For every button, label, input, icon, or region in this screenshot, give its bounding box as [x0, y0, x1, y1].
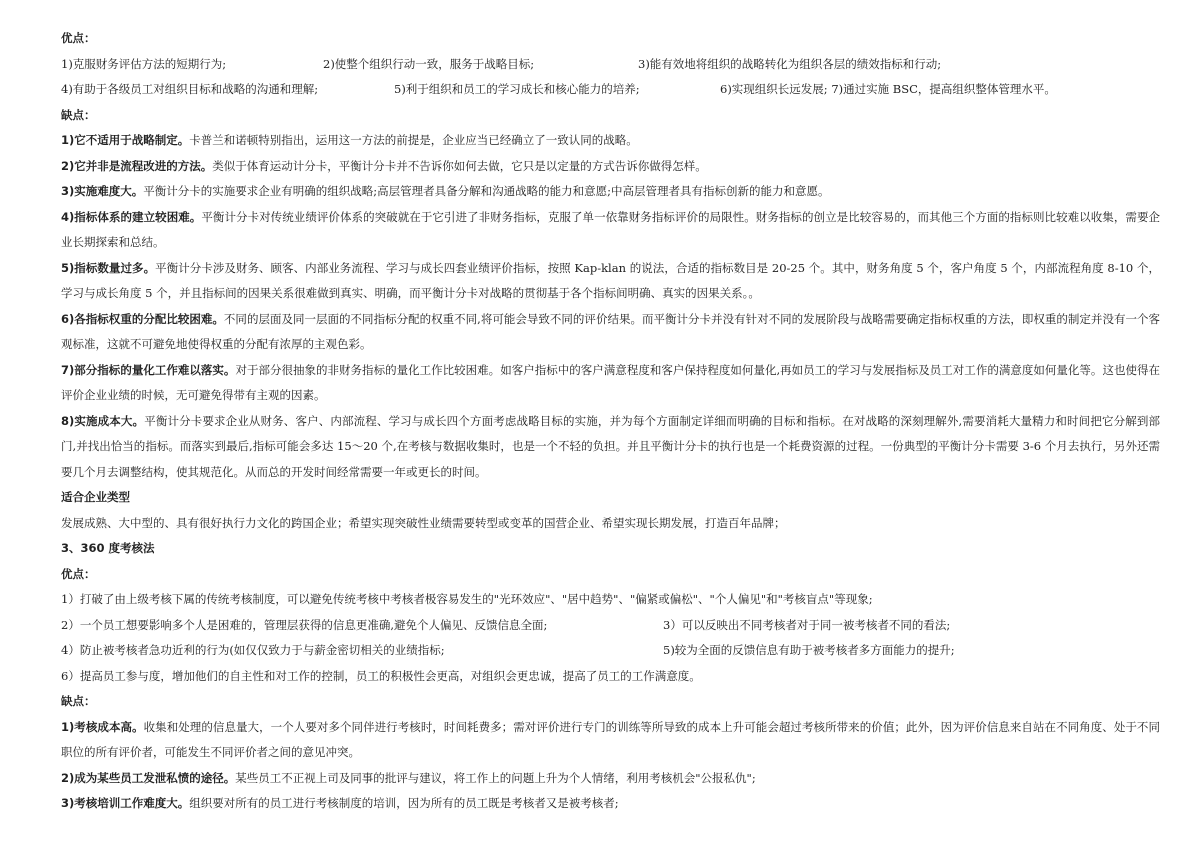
s360-pros-row-3	[61, 638, 1160, 664]
bsc-pro-4: 4)有助于各级员工对组织目标和战略的沟通和理解;	[61, 82, 319, 96]
bsc-cons-heading: 缺点：	[61, 107, 96, 122]
bsc-con-7-text: 对于部分很抽象的非财务指标的量化工作比较困难。如客户指标中的客户满意程度和客户保持程度如何量化,再如员工的学习与发展指标及员工对工作的满意度如何量化等。这也使得在评价企业业绩的时候，无可避免得带有主观的因素。	[61, 362, 1160, 402]
section-360-heading: 3、360 度考核法	[61, 541, 155, 555]
bsc-pro-2: 2)使整个组织行动一致，服务于战略目标;	[323, 56, 535, 71]
s360-pro-2: 2）一个员工想要影响多个人是困难的，管理层获得的信息更准确,避免个人偏见、反馈信息全面;	[61, 617, 548, 632]
bsc-con-3-text: 平衡计分卡的实施要求企业有明确的组织战略;高层管理者具备分解和沟通战略的能力和意愿;中高层管理者具有指标创新的能力和意愿。	[143, 184, 830, 198]
bsc-con-2-text: 类似于体育运动计分卡，平衡计分卡并不告诉你如何去做，它只是以定量的方式告诉你做得怎样。	[212, 158, 707, 173]
s360-con-1	[61, 715, 1160, 766]
bsc-pros-heading: 优点：	[61, 31, 96, 45]
bsc-con-4	[61, 205, 1160, 256]
bsc-pro-5: 5)利于组织和员工的学习成长和核心能力的培养;	[394, 82, 640, 96]
bsc-con-6-text: 不同的层面及同一层面的不同指标分配的权重不同,将可能会导致不同的评价结果。而平衡计分卡并没有针对不同的发展阶段与战略需要确定指标权重的方法，即权重的制定并没有一个客观标准，这就不可避免地使得权重的分配有浓厚的主观色彩。	[61, 311, 1160, 351]
bsc-con-3	[61, 179, 1160, 205]
bsc-con-8-text: 平衡计分卡要求企业从财务、客户、内部流程、学习与成长四个方面考虑战略目标的实施，并为每个方面制定详细而明确的目标和指标。在对战略的深刻理解外,需要消耗大量精力和时间把它分解到部门,并找出恰当的指标。而落实到最后,指标可能会多达 15～20 个,在考核与数据收集时，也是一个不轻的负担。并且平衡计分卡的执行也是一个耗费资源的过程。一份典型的平衡计分卡需要 3-6 个月去执行，另外还需要几个月去调整结构，使其规范化。从而总的开发时间经常需要一年或更长的时间。	[61, 413, 1160, 479]
s360-pros-row-2	[61, 613, 1160, 639]
fit-text: 发展成熟、大中型的、具有很好执行力文化的跨国企业；希望实现突破性业绩需要转型或变革的国营企业、希望实现长期发展，打造百年品牌；	[61, 515, 786, 530]
bsc-pro-6-7: 6)实现组织长远发展; 7)通过实施 BSC，提高组织整体管理水平。	[720, 82, 1056, 96]
s360-con-1-text: 收集和处理的信息量大，一个人要对多个同伴进行考核时，时间耗费多；需对评价进行专门的训练等所导致的成本上升可能会超过考核所带来的价值；此外，因为评价信息来自站在不同角度、处于不同职位的所有评价者，可能发生不同评价者之间的意见冲突。	[61, 719, 1160, 759]
s360-pro-5: 5)较为全面的反馈信息有助于被考核者多方面能力的提升;	[663, 643, 955, 657]
s360-pro-3: 3）可以反映出不同考核者对于同一被考核者不同的看法;	[663, 617, 951, 632]
s360-con-2-title: 2)成为某些员工发泄私愤的途径。	[61, 770, 236, 785]
bsc-con-6	[61, 307, 1160, 358]
bsc-pros-row-2	[61, 77, 1160, 103]
bsc-con-5	[61, 256, 1160, 307]
s360-con-1-title: 1)考核成本高。	[61, 719, 144, 734]
s360-con-3	[61, 791, 1160, 817]
s360-con-2	[61, 766, 1160, 792]
bsc-con-6-title: 6)各指标权重的分配比较困难。	[61, 311, 224, 326]
fit-heading: 适合企业类型	[61, 490, 130, 504]
bsc-con-2	[61, 154, 1160, 180]
bsc-con-5-title: 5)指标数量过多。	[61, 260, 156, 275]
bsc-con-2-title: 2)它并非是流程改进的方法。	[61, 158, 213, 173]
bsc-pro-1: 1)克服财务评估方法的短期行为;	[61, 56, 227, 71]
bsc-con-1	[61, 128, 1160, 154]
s360-pro-6: 6）提高员工参与度，增加他们的自主性和对工作的控制，员工的积极性会更高，对组织会更忠诚，提高了员工的工作满意度。	[61, 668, 701, 683]
bsc-pros-row-1	[61, 52, 1160, 78]
bsc-con-4-text: 平衡计分卡对传统业绩评价体系的突破就在于它引进了非财务指标，克服了单一依靠财务指标评价的局限性。财务指标的创立是比较容易的，而其他三个方面的指标则比较难以收集，需要企业长期探索和总结。	[61, 209, 1160, 249]
bsc-con-5-text: 平衡计分卡涉及财务、顾客、内部业务流程、学习与成长四套业绩评价指标，按照 Kap-klan 的说法，合适的指标数目是 20-25 个。其中，财务角度 5 个，客户角度 5 个，内部流程角度 8-10 个，学习与成长角度 5 个，并且指标间的因果关系很难做到真实、明确，而平衡计分卡对战略的贯彻基于各个指标间明确、真实的因果关系。。	[61, 260, 1160, 300]
s360-cons-heading: 缺点：	[61, 694, 96, 708]
s360-pros-heading: 优点：	[61, 566, 96, 581]
s360-pro-4: 4）防止被考核者急功近利的行为(如仅仅致力于与薪金密切相关的业绩指标;	[61, 643, 445, 657]
bsc-con-1-title: 1)它不适用于战略制定。	[61, 133, 190, 147]
s360-pro-1: 1）打破了由上级考核下属的传统考核制度，可以避免传统考核中考核者极容易发生的"光环效应"、"居中趋势"、"偏紧或偏松"、"个人偏见"和"考核盲点"等现象;	[61, 592, 873, 606]
bsc-con-8	[61, 409, 1160, 486]
bsc-con-1-text: 卡普兰和诺顿特别指出，运用这一方法的前提是，企业应当已经确立了一致认同的战略。	[189, 133, 638, 147]
bsc-con-7-title: 7)部分指标的量化工作难以落实。	[61, 362, 236, 377]
bsc-pro-3: 3)能有效地将组织的战略转化为组织各层的绩效指标和行动;	[638, 56, 942, 71]
bsc-con-3-title: 3)实施难度大。	[61, 184, 144, 198]
bsc-con-8-title: 8)实施成本大。	[61, 413, 145, 428]
bsc-con-7	[61, 358, 1160, 409]
s360-con-2-text: 某些员工不正视上司及同事的批评与建议，将工作上的问题上升为个人情绪，利用考核机会"公报私仇";	[235, 770, 756, 785]
s360-con-3-title: 3)考核培训工作难度大。	[61, 796, 190, 810]
s360-con-3-text: 组织要对所有的员工进行考核制度的培训，因为所有的员工既是考核者又是被考核者;	[189, 796, 619, 810]
bsc-con-4-title: 4)指标体系的建立较困难。	[61, 209, 202, 224]
